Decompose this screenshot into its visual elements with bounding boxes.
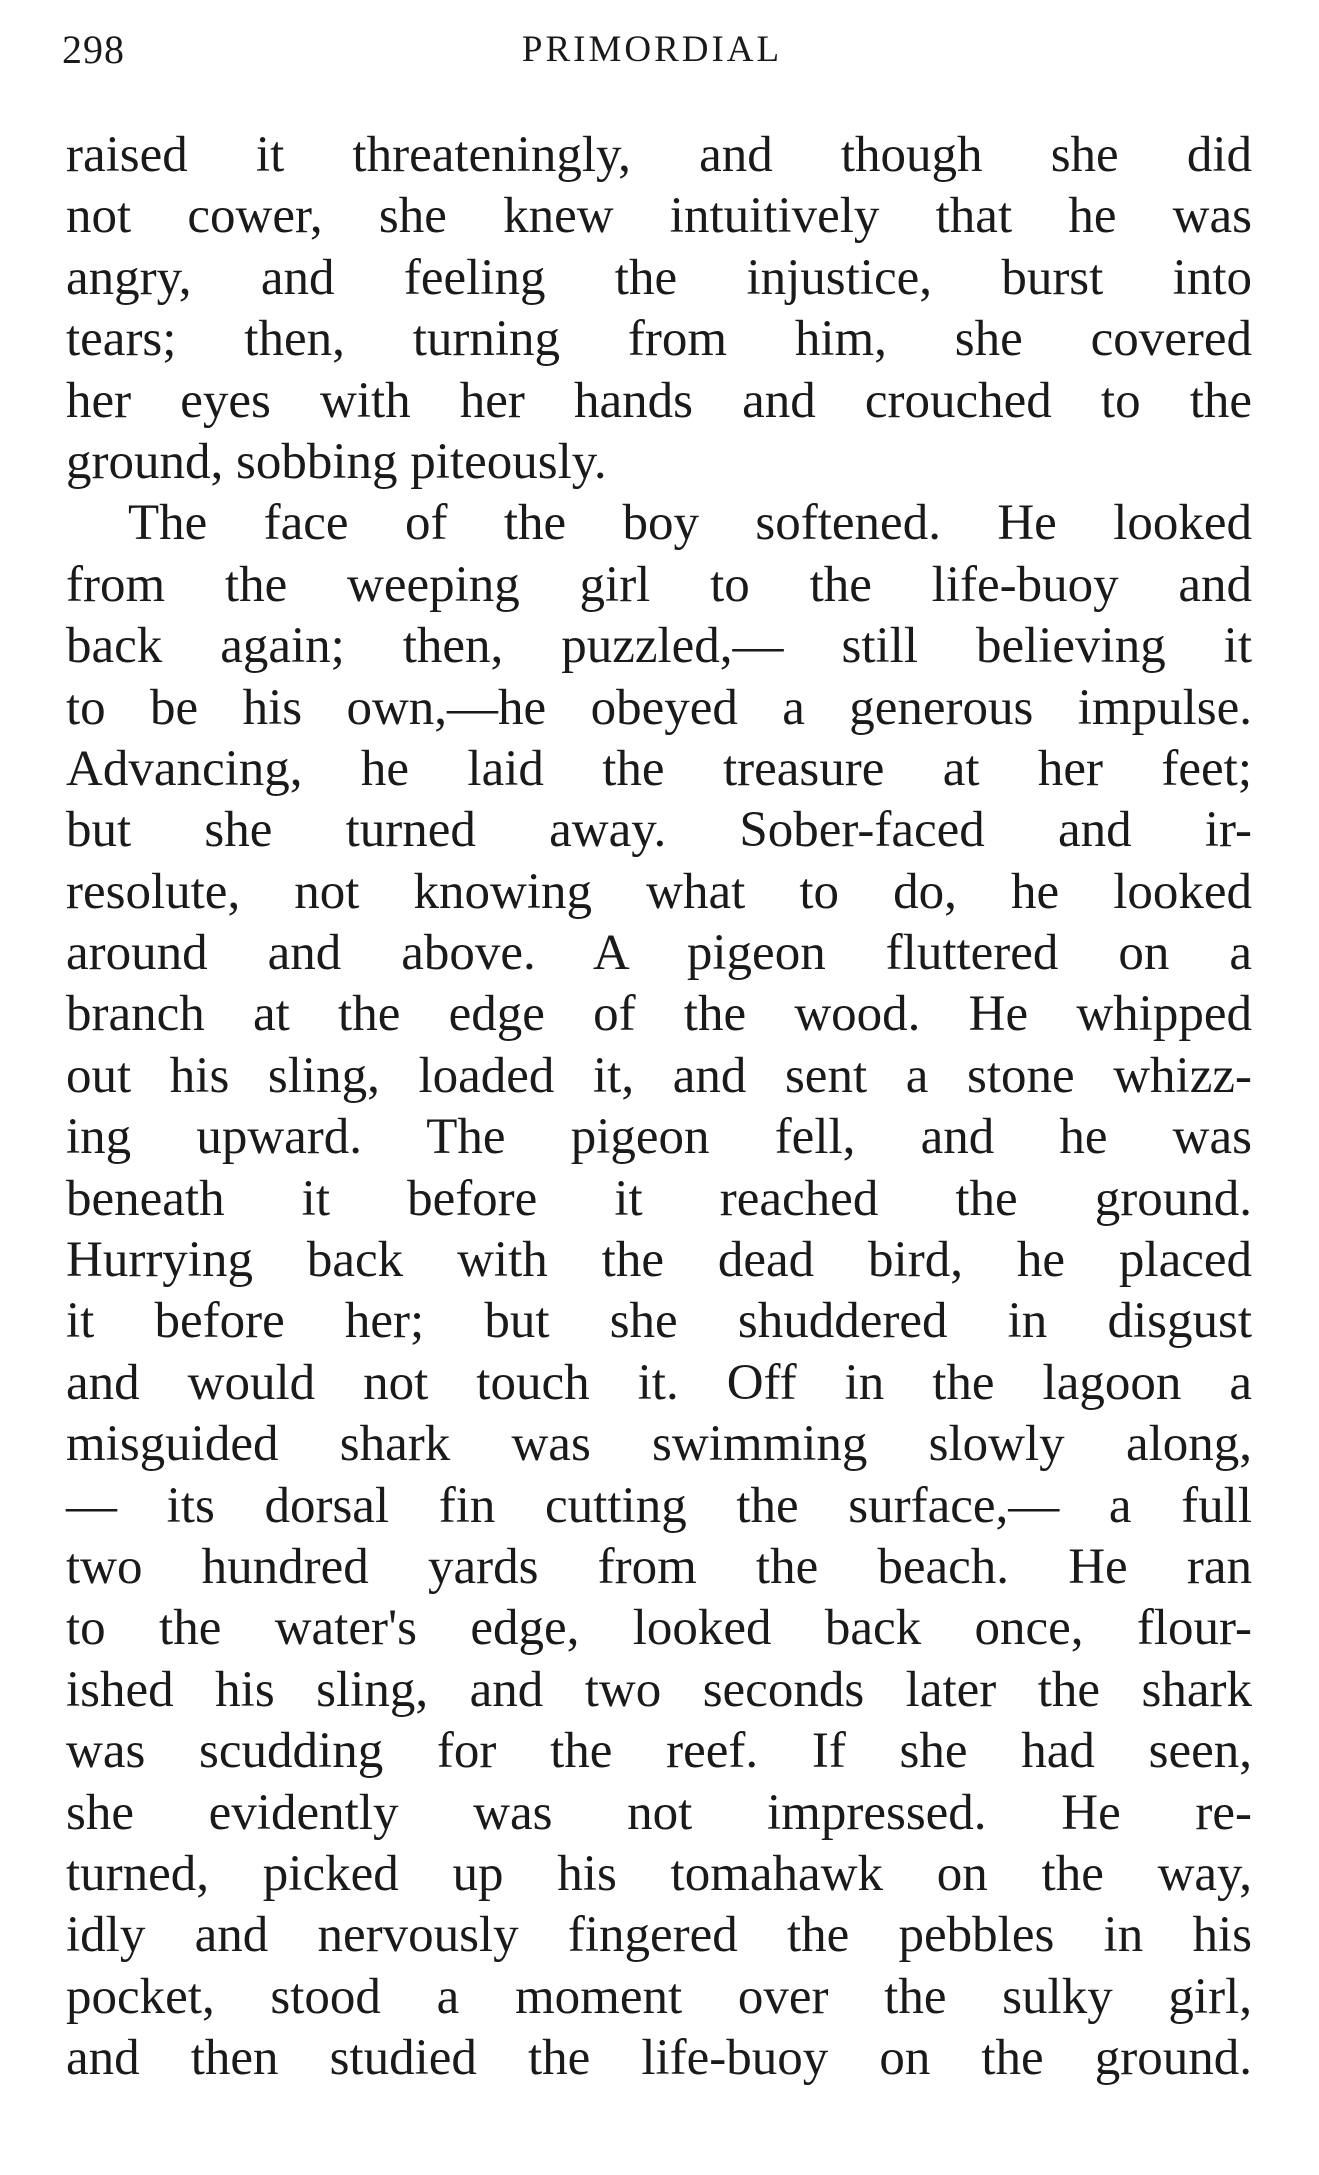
text-line: back again; then, puzzled,— still believing it [66, 618, 1252, 675]
text-line: misguided shark was swimming slowly along, [66, 1416, 1252, 1473]
text-line: resolute, not knowing what to do, he looked [66, 863, 1252, 920]
text-line: not cower, she knew intuitively that he was [66, 188, 1252, 245]
paragraph [66, 493, 1252, 2089]
paragraph [66, 125, 1252, 493]
text-line: ished his sling, and two seconds later the shark [66, 1661, 1252, 1718]
text-line: she evidently was not impressed. He re- [66, 1784, 1252, 1841]
text-line: beneath it before it reached the ground. [66, 1170, 1252, 1227]
text-line: Advancing, he laid the treasure at her feet; [66, 740, 1252, 797]
text-line: her eyes with her hands and crouched to the [66, 372, 1252, 429]
text-line: but she turned away. Sober-faced and ir- [66, 802, 1252, 859]
text-line: two hundred yards from the beach. He ran [66, 1538, 1252, 1595]
text-line: ground, sobbing piteously. [66, 433, 607, 490]
text-line: around and above. A pigeon fluttered on a [66, 925, 1252, 982]
body-text [66, 125, 1252, 2090]
page-number: 298 [62, 27, 125, 72]
text-line: — its dorsal fin cutting the surface,— a full [66, 1477, 1252, 1534]
text-line: was scudding for the reef. If she had seen, [66, 1723, 1252, 1780]
text-line: out his sling, loaded it, and sent a stone whizz- [66, 1047, 1252, 1104]
text-line: tears; then, turning from him, she covered [66, 311, 1252, 368]
text-line: to be his own,—he obeyed a generous impulse. [66, 679, 1252, 736]
text-line: branch at the edge of the wood. He whipped [66, 986, 1252, 1043]
running-title: PRIMORDIAL [521, 29, 783, 70]
text-line: it before her; but she shuddered in disgust [66, 1293, 1252, 1350]
text-line: and would not touch it. Off in the lagoon a [66, 1354, 1252, 1411]
text-line: to the water's edge, looked back once, flour- [66, 1600, 1252, 1657]
text-line: ing upward. The pigeon fell, and he was [66, 1109, 1252, 1166]
text-line: Hurrying back with the dead bird, he placed [66, 1232, 1252, 1289]
text-line: raised it threateningly, and though she did [66, 127, 1252, 183]
text-line: from the weeping girl to the life-buoy and [66, 556, 1252, 613]
text-line: angry, and feeling the injustice, burst into [66, 249, 1252, 306]
text-line: and then studied the life-buoy on the ground. [66, 2030, 1252, 2087]
text-line: pocket, stood a moment over the sulky girl, [66, 1968, 1252, 2025]
running-head [62, 22, 1242, 82]
text-line: turned, picked up his tomahawk on the way, [66, 1845, 1252, 1902]
text-line: The face of the boy softened. He looked [128, 495, 1252, 552]
text-line: idly and nervously fingered the pebbles in his [66, 1907, 1252, 1964]
